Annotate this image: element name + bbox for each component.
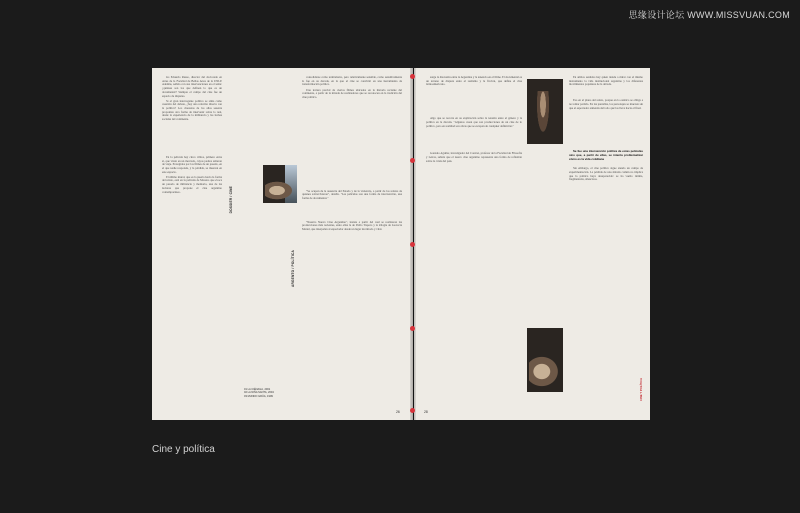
film-still-photo-left <box>263 165 297 203</box>
section-label-argento: ARGENTO / POLÍTICA <box>291 250 295 288</box>
binding-stitch <box>410 74 415 79</box>
left-page-column-1 <box>162 76 222 406</box>
magazine-spread <box>152 68 650 420</box>
paragraph: En la película hay cinco cilitos, primero entre sí, que viven en un mercado, cuyos padres salieron de viaje. Protegidos por los filmes de un pasado, en el que nadie responde, y la pérdida, se mueven en este espacio. <box>162 154 222 174</box>
paragraph: "Se ocupan de la ausencia del Estado y de la violencia, a partir de los relatos de quienes sobrevivieron", detalla. "Las películas son una forma de intervención, una forma de documentar." <box>302 188 402 201</box>
paragraph: El último mural, que es la puerta hacia la forma del relato, está en la película de Moreno que evoca un pasado de militancia y memoria, una de las lecturas que propone el cine argentino contemporáneo. <box>162 174 222 194</box>
paragraph: En ambos sentidos hay quien tiende a mirar con el mismo instrumento la vida institucional argentina y los diferentes movimientos populares de la década. <box>569 76 643 87</box>
spread-caption: Cine y política <box>152 444 215 455</box>
paragraph: "Nuestro Nuevo Cine Argentino", insiste a partir del cual se realizaron las producciones más recientes, entre ellas la de Pablo Trapero y la trilogía de Lucrecia Martel, que interpelan al espectador desde un lugar incómodo y vital. <box>302 219 402 232</box>
watermark-text: 思缘设计论坛 WWW.MISSVUAN.COM <box>628 10 790 20</box>
binding-stitch <box>410 242 415 247</box>
page-number-right: 28 <box>424 410 428 414</box>
section-label-dossier: DOSSIER / CINE <box>229 186 233 214</box>
paragraph: Sin embargo, el cine político sigue siendo un campo de experimentación. La pérdida de una mirada común no implica que la política haya desaparecido: se ha vuelto íntima, fragmentaria, silenciosa. <box>569 166 643 182</box>
right-page-column-1 <box>426 76 522 296</box>
film-still-photo-right-bottom <box>527 328 563 392</box>
section-tag-red: CINE Y POLÍTICA <box>639 378 643 402</box>
credit-line: 01 LA CIÉNAGA, 2001 <box>244 388 271 391</box>
paragraph: Si el gran interrogante político se sitúa como cuestión del debate, ¿hay una relación directa con la política? Los cineastas de los años sesenta proponían otra forma de intervenir sobre lo real, desde la experiencia de la militancia y las luchas sociales del continente. <box>162 98 222 122</box>
paragraph: Algo que se recorta en su explicación sobre la tensión entre el género y la política en la década. "Algunos creen que son producciones de un cine de lo político, pero en realidad son obras que se escapan de cualquier definición." <box>426 116 522 128</box>
paragraph: Una lectura parcial de ciertos filmes ubicados en la historia reciente del continente, a partir de la mirada de realizadores que se reconocen en la tradición del cine político. <box>302 87 402 99</box>
binding-stitch <box>410 326 415 331</box>
credit-line: 03 MUNDO GRÚA, 1999 <box>244 394 273 398</box>
paragraph: los Eduardo Russo, director del doctorado en Artes de la Facultad de Bellas Artes de la UNLP. Además, señala con sus intervenciones en el tema: ¿quiénes son los que definen lo que es un documental? Siempre el campo del cine fue un espacio de disputas. <box>162 76 222 98</box>
paragraph: consolidarse como termómetro, pero relativamente sensible, como sensitivamente lo fue en su década, en la que el cine se convirtió en una herramienta de transformación política. <box>302 76 402 87</box>
page-number-left: 26 <box>396 410 400 414</box>
paragraph: surge la discusión entre la Argentina y la tenencia en el filme. El documental es un terreno de disputa entre el realismo y la ficción, que define el cine latinoamericano. <box>426 76 522 87</box>
left-page <box>152 68 413 420</box>
film-still-photo-right-top <box>527 79 563 144</box>
right-page <box>414 68 650 420</box>
left-page-column-2 <box>302 76 402 406</box>
right-page-column-2 <box>569 76 643 411</box>
credit-line: 02 LA NIÑA SANTA, 2004 <box>244 391 274 395</box>
binding-stitch <box>410 408 415 413</box>
pull-quote: Se fue una intervención política de estas películas sino que, a partir de ellas, se intenta problematizar cómo es la vida cotidiana <box>569 149 643 161</box>
paragraph: Eso en el plano del relato, porque en lo estético se obliga a no tomar partido. En las pantallas, los personajes se mueven sin que el espectador entienda del todo qué los lleva hacia el final. <box>569 98 643 110</box>
binding-stitch <box>410 158 415 163</box>
paragraph: Gonzalo Aguilar, investigador del Conicet, profesor de la Facultad de Filosofía y Letras, señala que el nuevo cine argentino representa una forma de reflexión sobre la crisis del país. <box>426 151 522 163</box>
film-credits <box>244 388 294 398</box>
